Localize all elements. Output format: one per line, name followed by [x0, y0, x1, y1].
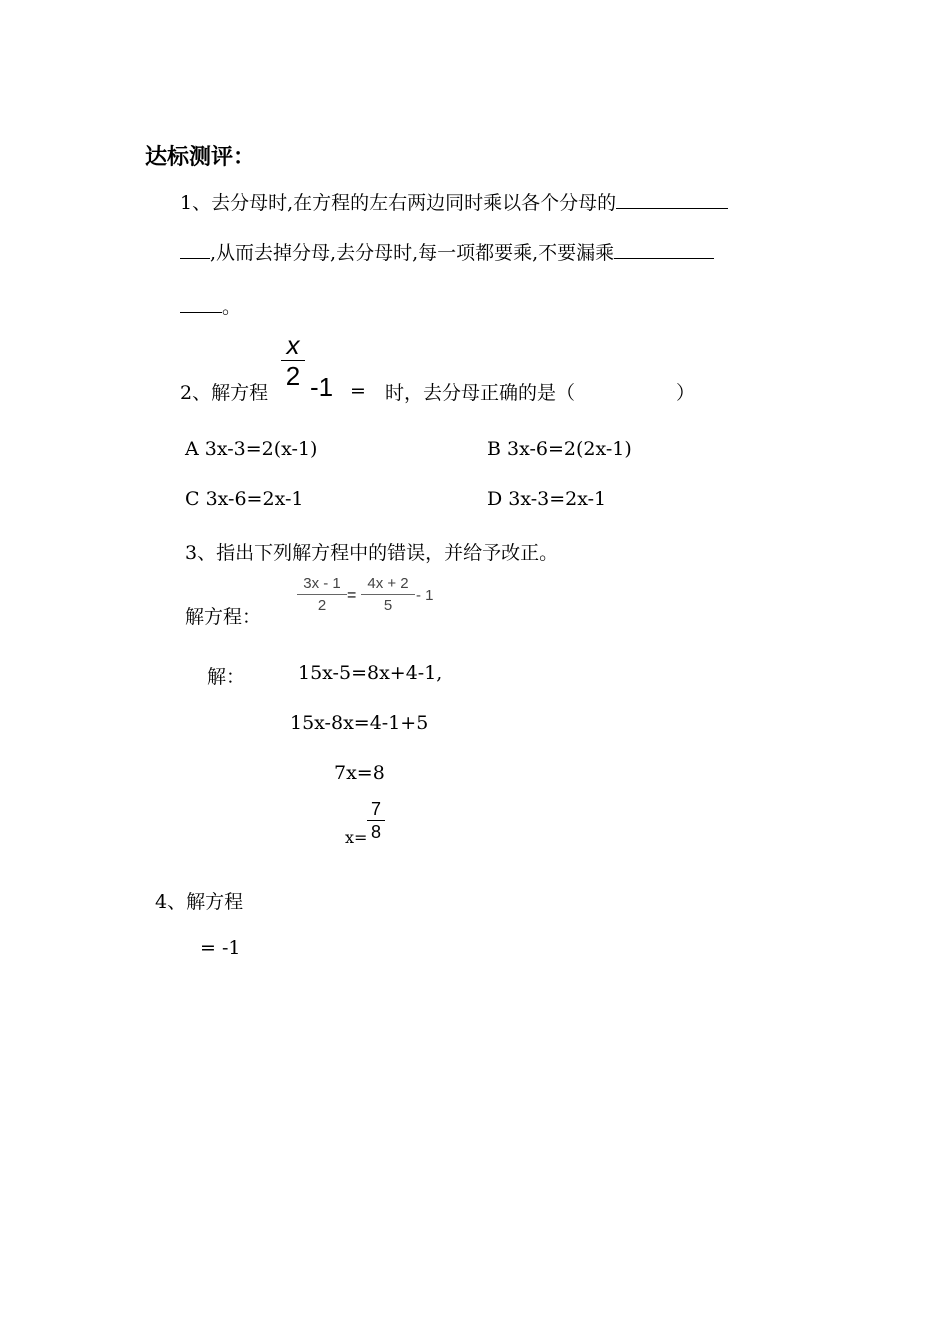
q3-equals: = [347, 587, 357, 604]
q2-frac-den: 2 [285, 361, 301, 391]
q2-option-a: A 3x-3=2(x-1) [185, 438, 318, 460]
q2-minus-one: -1 [310, 372, 334, 402]
q2-frac-num: x [286, 330, 300, 360]
q2-option-c: C 3x-6=2x-1 [185, 488, 304, 510]
q4-equation-tail: = -1 [200, 937, 241, 959]
section-title: 达标测评： [145, 145, 256, 170]
q1-blank-2-cont [180, 294, 222, 313]
q3-lhs-fraction [297, 574, 347, 617]
q1-blank-2 [614, 240, 714, 259]
q2-option-b: B 3x-6=2(2x-1) [487, 438, 632, 460]
q2-fraction [281, 330, 305, 391]
q3-step-1: 15x-5=8x+4-1, [298, 662, 443, 684]
q3-solution-label: 解： [207, 666, 246, 688]
q1-line3-end: 。 [222, 296, 242, 318]
q3-prompt: 3、指出下列解方程中的错误，并给予改正。 [185, 542, 559, 564]
q1-line2 [180, 238, 714, 265]
q1-blank-1 [616, 190, 728, 209]
q3-lhs-den: 2 [317, 597, 327, 614]
q1-blank-1-cont [180, 240, 210, 259]
q3-lhs-num: 3x - 1 [303, 575, 341, 592]
q2-option-d: D 3x-3=2x-1 [487, 488, 607, 510]
q1-line1-text: 1、去分母时,在方程的左右两边同时乘以各个分母的 [180, 192, 617, 214]
q3-label: 解方程： [185, 606, 262, 628]
q2-suffix: 时，去分母正确的是（ [385, 382, 576, 404]
q3-step-4-den: 8 [370, 822, 381, 842]
q3-step-4-fraction [367, 798, 385, 843]
q3-step-4-prefix: x= [345, 828, 368, 847]
q3-rhs-num: 4x + 2 [367, 575, 409, 592]
q4-prompt: 4、解方程 [155, 891, 244, 913]
q2-prefix: 2、解方程 [180, 382, 269, 404]
q3-rhs-tail: - 1 [416, 587, 434, 604]
q1-line3 [180, 292, 241, 319]
q1-line1 [180, 188, 728, 215]
q3-step-3: 7x=8 [334, 762, 385, 784]
q2-close-paren: ） [676, 382, 696, 404]
q3-step-2: 15x-8x=4-1+5 [290, 712, 429, 734]
q3-step-4-num: 7 [370, 799, 381, 819]
q1-line2-text: ,从而去掉分母,去分母时,每一项都要乘,不要漏乘 [210, 242, 615, 264]
q2-equals: = [350, 380, 366, 402]
q3-rhs-den: 5 [383, 597, 393, 614]
q3-rhs-fraction [361, 574, 415, 617]
